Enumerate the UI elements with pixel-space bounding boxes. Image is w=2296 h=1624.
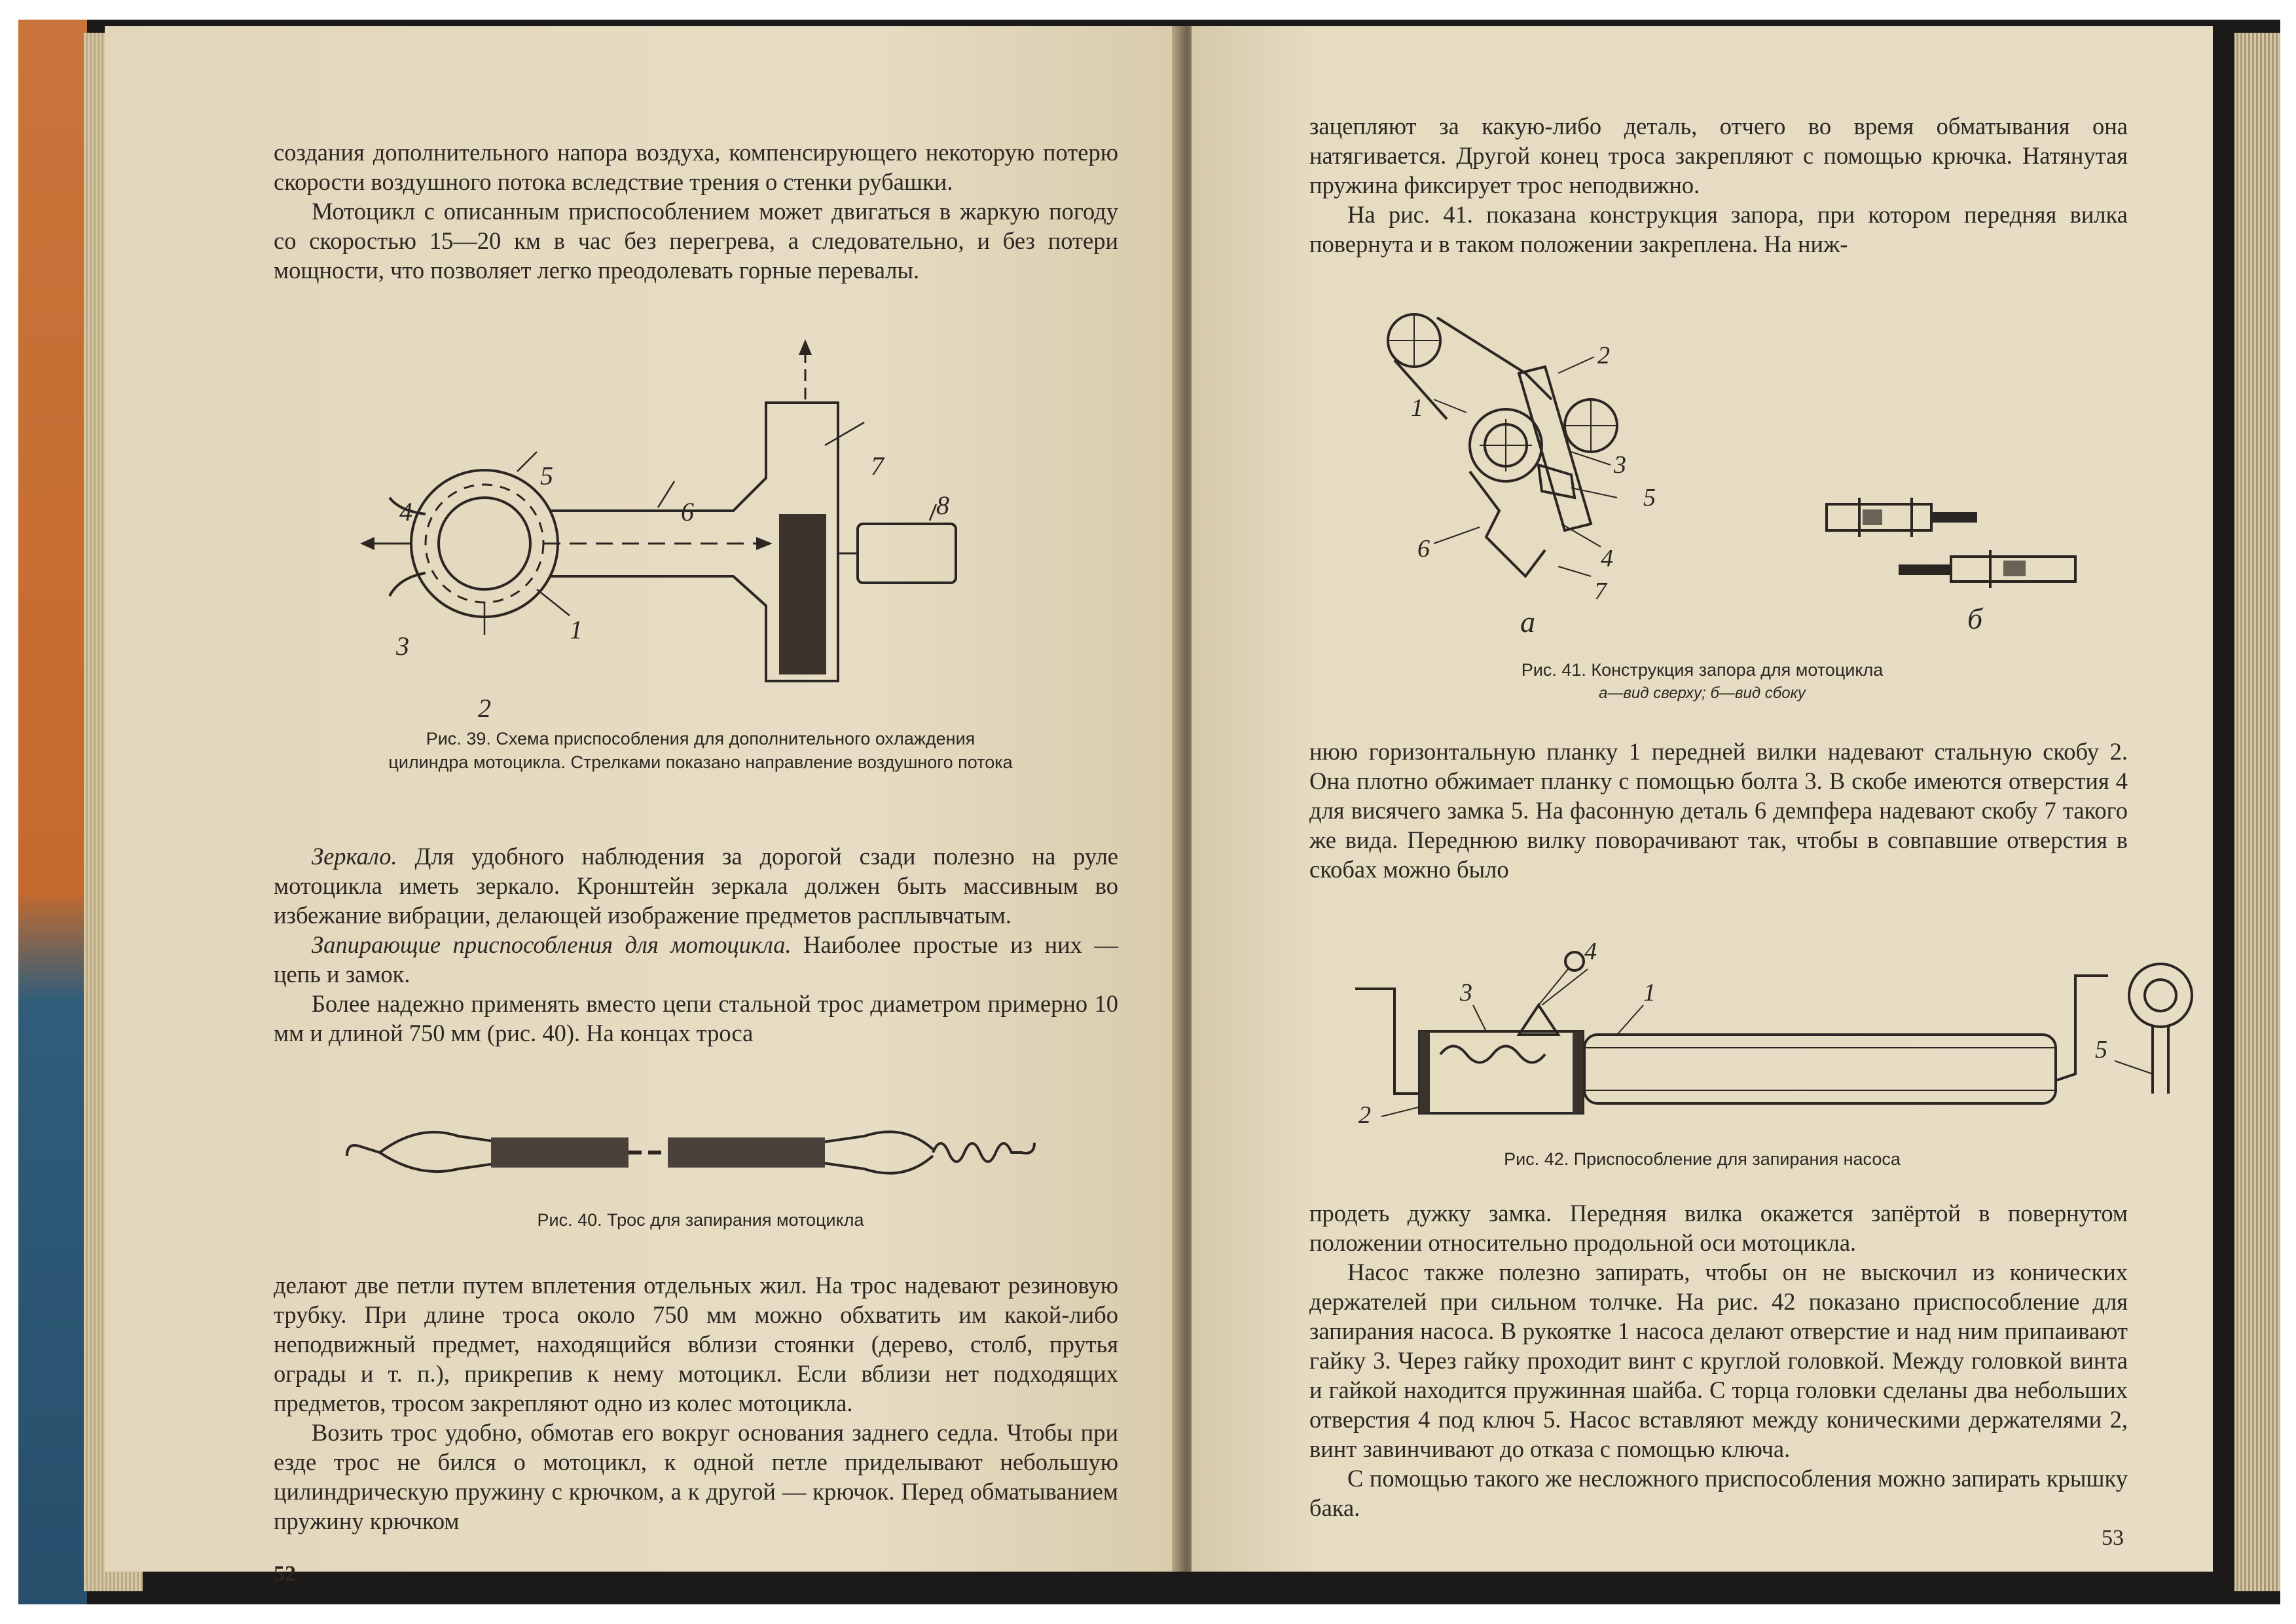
paragraph: С помощью такого же несложного приспособления можно запирать крышку бака. <box>1309 1465 2128 1521</box>
figure-41-diagram <box>1375 301 2095 638</box>
label-1: 1 <box>1643 979 1656 1006</box>
left-middle-text <box>274 841 1118 1048</box>
paragraph: Возить трос удобно, обмотав его вокруг основания заднего седла. Чтобы при езде трос не бился о мотоцикл, к одной петле приделывают небольшую цилиндрическую пружину с крючком, а к другой — крючок. Перед обматыванием пружину крючком <box>274 1419 1118 1534</box>
label-1: 1 <box>570 615 583 644</box>
paragraph: На рис. 41. показана конструкция запора, при котором передняя вилка повернута и в таком положении закреплена. На ниж- <box>1309 201 2128 257</box>
figure-42-diagram <box>1342 923 2160 1129</box>
label-3: 3 <box>1614 451 1626 479</box>
paragraph: Более надежно применять вместо цепи стальной трос диаметром примерно 10 мм и длиной 750 мм (рис. 40). На концах троса <box>274 990 1118 1046</box>
paragraph: делают две петли путем вплетения отдельных жил. На трос надевают резиновую трубку. При длине троса около 750 мм можно обхватить им какой-либо неподвижный предмет, находящийся вблизи стоянки (дерево, столб, прутья ограды и т. п.), прикрепив к нему мотоцикл. Если вблизи нет подходящих предметов, тросом закрепляют одно из колес мотоцикла. <box>274 1272 1118 1416</box>
label-6: 6 <box>1417 535 1430 563</box>
label-2: 2 <box>478 693 491 723</box>
rubber-sleeve-left <box>491 1137 629 1168</box>
cylinder-jacket-outer <box>411 470 558 617</box>
figure-41-title: Рис. 41. Конструкция запора для мотоцикла <box>1521 660 1884 680</box>
label-3: 3 <box>1460 979 1472 1006</box>
mirror-body: Для удобного наблюдения за дорогой сзади полезно на руле мотоцикла иметь зеркало. Кронштейн зеркала должен быть массивным во избежание вибрации, делающей изображение предметов расплывчатым. <box>274 843 1118 929</box>
motor-box <box>858 524 956 583</box>
left-bottom-text <box>274 1270 1118 1536</box>
label-2: 2 <box>1597 342 1610 369</box>
label-7: 7 <box>871 451 884 481</box>
label-2: 2 <box>1358 1101 1371 1129</box>
book-cover-edge <box>18 20 87 1604</box>
left-page <box>105 26 1178 1586</box>
label-6: 6 <box>681 497 694 526</box>
label-5: 5 <box>1643 484 1656 511</box>
view-a-label: а <box>1520 605 1535 638</box>
figure-41-subtitle: а—вид сверху; б—вид сбоку <box>1599 684 1806 702</box>
right-middle-text <box>1309 737 2128 884</box>
view-b-label: б <box>1967 602 1983 635</box>
right-top-text <box>1309 111 2128 259</box>
figure-39-caption: Рис. 39. Схема приспособления для дополнительного охлаждения цилиндра мотоцикла. Стрелками показано направление воздушного потока <box>388 729 1013 772</box>
figure-42-caption: Рис. 42. Приспособление для запирания насоса <box>1504 1149 1901 1169</box>
label-5: 5 <box>2095 1036 2107 1063</box>
lock-heading: Запирающие приспособления для мотоцикла. <box>312 931 792 958</box>
figure-40-caption: Рис. 40. Трос для запирания мотоцикла <box>537 1210 864 1230</box>
right-page <box>1192 26 2213 1572</box>
paragraph: нюю горизонтальную планку 1 передней вилки надевают стальную скобу 2. Она плотно обжимает планку с помощью болта 3. В скобе имеются отверстия 4 для висячего замка 5. На фасонную деталь 6 демпфера надевают скобу 7 такого же вида. Переднюю вилку поворачивают так, чтобы в совпавшие отверстия в скобах можно было <box>1309 738 2128 883</box>
page-edges-right <box>2234 33 2280 1591</box>
paragraph: создания дополнительного напора воздуха, компенсирующего некоторую потерю скорости воздушного потока вследствие трения о стенки рубашки. <box>274 139 1118 195</box>
label-1: 1 <box>1411 394 1423 422</box>
label-3: 3 <box>396 631 409 661</box>
page-number-left: 52 <box>274 1562 296 1586</box>
label-7: 7 <box>1594 578 1607 605</box>
figure-40-cable <box>340 1116 1048 1189</box>
paragraph-lock <box>274 930 1118 989</box>
label-4: 4 <box>1601 545 1613 572</box>
paragraph: продеть дужку замка. Передняя вилка окажется запёртой в повернутом положении относительно продольной оси мотоцикла. <box>1309 1200 2128 1256</box>
paragraph: зацепляют за какую-либо деталь, отчего во время обматывания она натягивается. Другой конец троса закрепляют с помощью крючка. Натянутая пружина фиксирует трос неподвижно. <box>1309 113 2128 198</box>
cylinder-inner <box>439 498 530 589</box>
right-bottom-text <box>1309 1198 2128 1522</box>
lock-body: Наиболее простые из них — цепь и замок. <box>274 931 1118 987</box>
paragraph-mirror <box>274 841 1118 930</box>
label-8: 8 <box>936 490 949 520</box>
figure-41-caption <box>1408 658 1997 705</box>
label-5: 5 <box>540 461 553 490</box>
label-4: 4 <box>1584 938 1597 965</box>
figure-39-diagram <box>354 347 1172 723</box>
rubber-sleeve-right <box>668 1137 825 1168</box>
paragraph: Насос также полезно запирать, чтобы он не выскочил из конических держателей при сильном толчке. На рис. 42 показано приспособление для запирания насоса. В рукоятке 1 насоса делают отверстие и над ним припаивают гайку 3. Через гайку проходит винт с круглой головкой. Между головкой винта и гайкой находится пружинная шайба. С торца головки сделаны два небольших отверстия 4 под ключ 5. Насос вставляют между коническими держателями 2, винт завинчивают до отказа с помощью ключа. <box>1309 1259 2128 1462</box>
label-4: 4 <box>399 497 412 526</box>
fan-wheel <box>779 514 826 674</box>
paragraph: Мотоцикл с описанным приспособлением может двигаться в жаркую погоду со скоростью 15—20 км в час без перегрева, а следовательно, и без потери мощности, что позволяет легко преодолевать горные перевалы. <box>274 198 1118 284</box>
left-top-text <box>274 138 1118 285</box>
page-number-right: 53 <box>2102 1526 2124 1550</box>
pump-body <box>1584 1035 2056 1103</box>
mirror-heading: Зеркало. <box>312 843 397 870</box>
